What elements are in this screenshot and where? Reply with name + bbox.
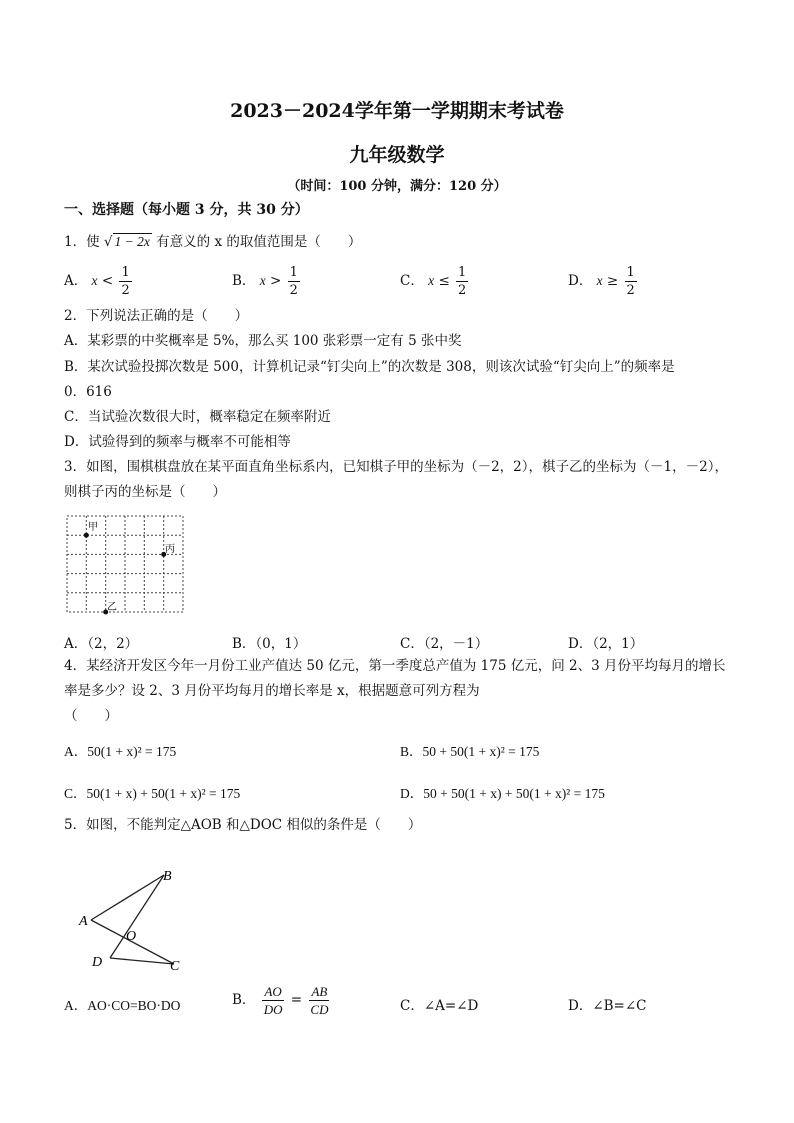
label-bing: 丙	[165, 544, 175, 555]
q5-option-b-label: B．	[232, 992, 256, 1008]
q1-b-num: 1	[289, 265, 298, 280]
section-heading: 一、选择题（每小题 3 分，共 30 分）	[64, 202, 309, 218]
q1-option-d-frac	[625, 266, 637, 297]
go-board-figure	[60, 512, 190, 616]
q1-option-d-label: D．	[568, 273, 593, 289]
q1-option-a-frac	[119, 266, 131, 297]
q1-a-num: 1	[121, 265, 130, 280]
q1-b-den: 2	[289, 283, 298, 298]
q2-option-d: D．试验得到的频率与概率不可能相等	[64, 434, 291, 450]
label-jia: 甲	[88, 522, 98, 533]
question-4-line2: 率是多少？设 2、3 月份平均每月的增长率是 x，根据题意可列方程为	[64, 683, 480, 699]
q1-c-num: 1	[458, 265, 467, 280]
q1-sqrt: √ 1 − 2x	[103, 234, 150, 250]
triangle-figure	[70, 860, 200, 980]
q1-option-c-var: x	[428, 273, 435, 288]
q1-option-c-label: C．	[400, 273, 424, 289]
q3-option-a: A．（2，2）	[64, 636, 139, 652]
q1-c-den: 2	[458, 283, 467, 298]
exam-title: 2023－2024学年第一学期期末考试卷	[230, 100, 564, 122]
q2-option-b-line1: B．某次试验投掷次数是 500，计算机记录“钉尖向上”的次数是 308，则该次试验“钉尖向上”的频率是	[64, 359, 675, 375]
q1-option-c-frac	[456, 266, 468, 297]
question-3-line2: 则棋子丙的坐标是（ ）	[64, 484, 226, 500]
q2-option-a: A．某彩票的中奖概率是 5%，那么买 100 张彩票一定有 5 张中奖	[64, 333, 462, 349]
q1-option-b-label: B．	[232, 273, 256, 289]
question-3-line1: 3．如图，围棋棋盘放在某平面直角坐标系内，已知棋子甲的坐标为（－2，2），棋子乙的坐标为（－1，－2），	[64, 459, 728, 475]
q1-a-den: 2	[121, 283, 130, 298]
exam-subtitle: 九年级数学	[349, 144, 445, 166]
question-4-line1: 4．某经济开发区今年一月份工业产值达 50 亿元，第一季度总产值为 175 亿元，问 2、3 月份平均每月的增长	[64, 658, 726, 674]
q5-b-frac2	[308, 985, 330, 1016]
q1-radicand: 1 − 2x	[114, 234, 150, 249]
q1-option-b-op: >	[270, 273, 282, 289]
q1-suffix: 有意义的 x 的取值范围是（ ）	[156, 234, 362, 250]
q5-option-a: A．AO·CO=BO·DO	[64, 998, 181, 1013]
q4-option-c: C．50(1 + x) + 50(1 + x)² = 175	[64, 786, 241, 801]
q1-option-b-frac	[288, 266, 300, 297]
question-2-stem: 2．下列说法正确的是（ ）	[64, 308, 249, 324]
q4-option-b: B．50 + 50(1 + x)² = 175	[400, 744, 540, 759]
q1-option-d	[568, 266, 639, 297]
q5-option-d: D．∠B=∠C	[568, 998, 647, 1014]
question-4-line3: （ ）	[64, 708, 118, 724]
label-yi: 乙	[107, 602, 117, 613]
q5-b-num2: AB	[311, 984, 328, 999]
q1-d-den: 2	[626, 283, 635, 298]
q5-b-frac1	[262, 985, 285, 1016]
q1-option-a-var: x	[91, 273, 98, 288]
q1-option-a-op: <	[101, 273, 114, 289]
q1-option-c-op: ≤	[438, 273, 450, 289]
q1-option-b-var: x	[259, 273, 266, 288]
q5-b-eq: =	[290, 992, 303, 1008]
q4-option-d: D．50 + 50(1 + x) + 50(1 + x)² = 175	[400, 786, 605, 801]
q3-option-c: C．（2，－1）	[400, 636, 489, 652]
q1-option-b	[232, 266, 302, 297]
q1-prefix: 1．使	[64, 234, 100, 250]
exam-info: （时间：100 分钟，满分：120 分）	[287, 179, 507, 194]
point-a-label: A	[79, 914, 88, 929]
q5-b-den2: CD	[310, 1002, 329, 1017]
q2-option-c: C．当试验次数很大时，概率稳定在频率附近	[64, 409, 331, 425]
q5-b-den1: DO	[263, 1002, 283, 1017]
stone-jia	[84, 533, 89, 538]
q1-option-d-op: ≥	[606, 273, 619, 289]
q5-option-b	[232, 985, 332, 1016]
q2-option-b-line2: 0．616	[64, 384, 112, 400]
q5-b-num1: AO	[264, 984, 282, 999]
q1-d-num: 1	[626, 265, 635, 280]
point-o-label: O	[126, 929, 137, 944]
point-d-label: D	[92, 955, 103, 970]
point-b-label: B	[163, 869, 172, 884]
question-5-stem: 5．如图，不能判定△AOB 和△DOC 相似的条件是（ ）	[64, 817, 422, 833]
q3-option-b: B．（0，1）	[232, 636, 307, 652]
q1-option-a-label: A．	[64, 273, 88, 289]
point-c-label: C	[170, 959, 180, 974]
triangle-lines	[91, 875, 174, 964]
q4-option-a: A．50(1 + x)² = 175	[64, 744, 177, 759]
question-1-stem	[64, 233, 361, 251]
q1-option-c	[400, 266, 470, 297]
segment-ab	[91, 875, 164, 920]
segment-bd	[110, 875, 164, 958]
q1-option-a	[64, 266, 134, 297]
q5-option-c: C．∠A=∠D	[400, 998, 479, 1014]
board-grid	[67, 516, 183, 612]
q3-option-d: D．（2，1）	[568, 636, 644, 652]
q1-option-d-var: x	[596, 273, 603, 288]
